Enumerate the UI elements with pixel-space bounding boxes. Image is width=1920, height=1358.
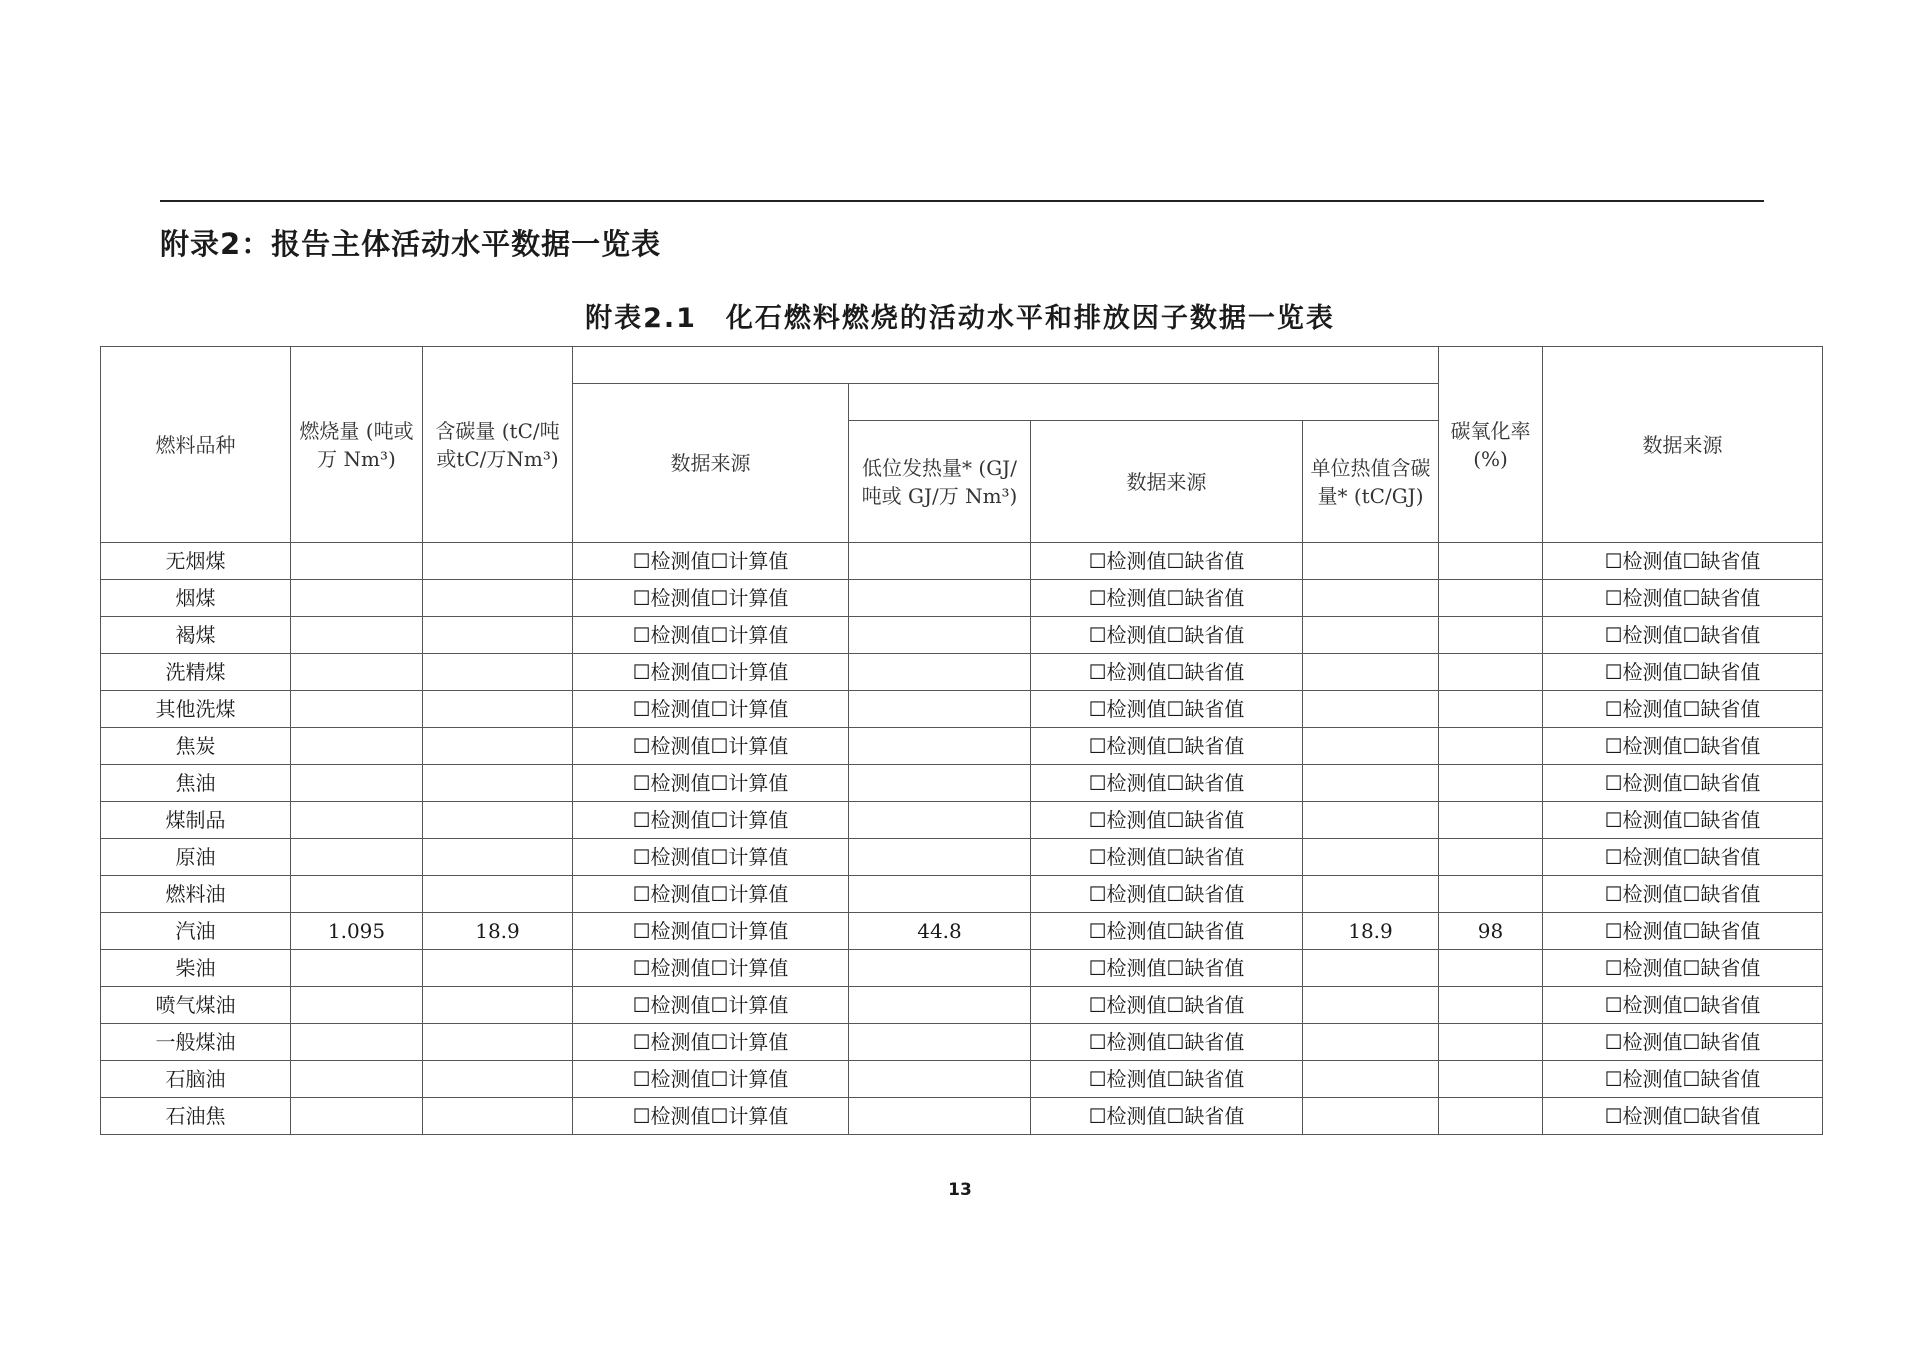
consumption-cell [291,765,423,802]
ncv-cell [849,839,1031,876]
data-source-1-checkbox-group[interactable]: ☐检测值☐计算值 [573,580,849,617]
carbon-per-heat-cell [1303,1024,1439,1061]
data-source-2-checkbox-group[interactable]: ☐检测值☐缺省值 [1031,728,1303,765]
data-source-1-checkbox-group[interactable]: ☐检测值☐计算值 [573,1061,849,1098]
consumption-cell [291,617,423,654]
data-source-1-checkbox-group[interactable]: ☐检测值☐计算值 [573,728,849,765]
data-source-1-checkbox-group[interactable]: ☐检测值☐计算值 [573,950,849,987]
oxidation-rate-cell [1439,691,1543,728]
table-row [101,876,1823,913]
carbon-per-heat-cell [1303,876,1439,913]
data-source-3-checkbox-group[interactable]: ☐检测值☐缺省值 [1543,765,1823,802]
carbon-content-cell [423,654,573,691]
header-spacer-mid [849,384,1439,421]
data-source-2-checkbox-group[interactable]: ☐检测值☐缺省值 [1031,765,1303,802]
oxidation-rate-cell [1439,839,1543,876]
data-source-2-checkbox-group[interactable]: ☐检测值☐缺省值 [1031,580,1303,617]
header-data-source-3: 数据来源 [1543,347,1823,543]
ncv-cell [849,987,1031,1024]
oxidation-rate-cell [1439,950,1543,987]
data-source-2-checkbox-group[interactable]: ☐检测值☐缺省值 [1031,802,1303,839]
data-source-1-checkbox-group[interactable]: ☐检测值☐计算值 [573,876,849,913]
header-rule [160,200,1764,202]
carbon-content-cell [423,580,573,617]
carbon-content-cell [423,876,573,913]
carbon-per-heat-cell [1303,987,1439,1024]
data-source-3-checkbox-group[interactable]: ☐检测值☐缺省值 [1543,987,1823,1024]
data-source-1-checkbox-group[interactable]: ☐检测值☐计算值 [573,839,849,876]
table-row [101,1024,1823,1061]
table-row [101,543,1823,580]
consumption-cell [291,543,423,580]
consumption-cell [291,802,423,839]
table-row [101,913,1823,950]
data-source-3-checkbox-group[interactable]: ☐检测值☐缺省值 [1543,839,1823,876]
data-source-3-checkbox-group[interactable]: ☐检测值☐缺省值 [1543,580,1823,617]
ncv-cell [849,802,1031,839]
fuel-name-cell: 燃料油 [101,876,291,913]
data-source-3-checkbox-group[interactable]: ☐检测值☐缺省值 [1543,654,1823,691]
data-source-3-checkbox-group[interactable]: ☐检测值☐缺省值 [1543,913,1823,950]
data-source-2-checkbox-group[interactable]: ☐检测值☐缺省值 [1031,913,1303,950]
carbon-content-cell [423,1024,573,1061]
carbon-content-cell: 18.9 [423,913,573,950]
oxidation-rate-cell [1439,802,1543,839]
ncv-cell [849,1061,1031,1098]
consumption-cell [291,580,423,617]
fuel-name-cell: 柴油 [101,950,291,987]
page-number: 13 [948,1180,972,1200]
carbon-content-cell [423,1061,573,1098]
carbon-per-heat-cell [1303,543,1439,580]
carbon-per-heat-cell [1303,1061,1439,1098]
oxidation-rate-cell [1439,1024,1543,1061]
oxidation-rate-cell [1439,617,1543,654]
ncv-cell [849,765,1031,802]
carbon-content-cell [423,987,573,1024]
carbon-per-heat-cell [1303,691,1439,728]
ncv-cell [849,1098,1031,1135]
data-source-3-checkbox-group[interactable]: ☐检测值☐缺省值 [1543,802,1823,839]
carbon-content-cell [423,728,573,765]
ncv-cell: 44.8 [849,913,1031,950]
fuel-name-cell: 洗精煤 [101,654,291,691]
data-source-2-checkbox-group[interactable]: ☐检测值☐缺省值 [1031,839,1303,876]
oxidation-rate-cell [1439,654,1543,691]
fuel-combustion-table [100,346,1823,1135]
table-row [101,839,1823,876]
data-source-3-checkbox-group[interactable]: ☐检测值☐缺省值 [1543,1024,1823,1061]
fuel-name-cell: 煤制品 [101,802,291,839]
table-row [101,1061,1823,1098]
table-row [101,987,1823,1024]
consumption-cell: 1.095 [291,913,423,950]
carbon-per-heat-cell [1303,728,1439,765]
carbon-content-cell [423,802,573,839]
header-consumption: 燃烧量 (吨或万 Nm³) [291,347,423,543]
data-source-2-checkbox-group[interactable]: ☐检测值☐缺省值 [1031,617,1303,654]
ncv-cell [849,543,1031,580]
oxidation-rate-cell [1439,728,1543,765]
oxidation-rate-cell: 98 [1439,913,1543,950]
table-row [101,691,1823,728]
table-row [101,802,1823,839]
fuel-name-cell: 褐煤 [101,617,291,654]
ncv-cell [849,950,1031,987]
header-ncv: 低位发热量* (GJ/吨或 GJ/万 Nm³) [849,421,1031,543]
data-source-1-checkbox-group[interactable]: ☐检测值☐计算值 [573,802,849,839]
carbon-content-cell [423,765,573,802]
carbon-per-heat-cell [1303,765,1439,802]
appendix-title: 附录2：报告主体活动水平数据一览表 [160,227,662,261]
carbon-per-heat-cell: 18.9 [1303,913,1439,950]
table-title: 附表2.1 化石燃料燃烧的活动水平和排放因子数据一览表 [585,303,1335,334]
fuel-name-cell: 一般煤油 [101,1024,291,1061]
carbon-content-cell [423,691,573,728]
data-source-3-checkbox-group[interactable]: ☐检测值☐缺省值 [1543,728,1823,765]
fuel-name-cell: 喷气煤油 [101,987,291,1024]
header-carbon-per-heat: 单位热值含碳量* (tC/GJ) [1303,421,1439,543]
oxidation-rate-cell [1439,580,1543,617]
table-row [101,765,1823,802]
oxidation-rate-cell [1439,987,1543,1024]
fuel-name-cell: 焦油 [101,765,291,802]
oxidation-rate-cell [1439,1061,1543,1098]
carbon-per-heat-cell [1303,617,1439,654]
fuel-name-cell: 烟煤 [101,580,291,617]
data-source-3-checkbox-group[interactable]: ☐检测值☐缺省值 [1543,691,1823,728]
data-source-2-checkbox-group[interactable]: ☐检测值☐缺省值 [1031,1024,1303,1061]
carbon-content-cell [423,950,573,987]
table-row [101,950,1823,987]
header-data-source-1: 数据来源 [573,384,849,543]
data-source-2-checkbox-group[interactable]: ☐检测值☐缺省值 [1031,1098,1303,1135]
carbon-per-heat-cell [1303,580,1439,617]
carbon-content-cell [423,1098,573,1135]
data-source-1-checkbox-group[interactable]: ☐检测值☐计算值 [573,913,849,950]
carbon-content-cell [423,617,573,654]
oxidation-rate-cell [1439,543,1543,580]
header-oxidation-rate: 碳氧化率 (%) [1439,347,1543,543]
header-carbon-content: 含碳量 (tC/吨或tC/万Nm³) [423,347,573,543]
data-source-3-checkbox-group[interactable]: ☐检测值☐缺省值 [1543,876,1823,913]
table-row [101,580,1823,617]
data-source-1-checkbox-group[interactable]: ☐检测值☐计算值 [573,1024,849,1061]
ncv-cell [849,691,1031,728]
data-source-3-checkbox-group[interactable]: ☐检测值☐缺省值 [1543,617,1823,654]
data-source-1-checkbox-group[interactable]: ☐检测值☐计算值 [573,617,849,654]
oxidation-rate-cell [1439,1098,1543,1135]
consumption-cell [291,950,423,987]
ncv-cell [849,617,1031,654]
data-source-3-checkbox-group[interactable]: ☐检测值☐缺省值 [1543,1061,1823,1098]
fuel-name-cell: 其他洗煤 [101,691,291,728]
consumption-cell [291,987,423,1024]
data-source-1-checkbox-group[interactable]: ☐检测值☐计算值 [573,654,849,691]
data-source-1-checkbox-group[interactable]: ☐检测值☐计算值 [573,543,849,580]
table-row [101,654,1823,691]
fuel-name-cell: 汽油 [101,913,291,950]
carbon-content-cell [423,839,573,876]
ncv-cell [849,1024,1031,1061]
fuel-name-cell: 原油 [101,839,291,876]
data-source-2-checkbox-group[interactable]: ☐检测值☐缺省值 [1031,654,1303,691]
fuel-name-cell: 无烟煤 [101,543,291,580]
fuel-name-cell: 焦炭 [101,728,291,765]
data-source-2-checkbox-group[interactable]: ☐检测值☐缺省值 [1031,1061,1303,1098]
carbon-per-heat-cell [1303,839,1439,876]
data-source-2-checkbox-group[interactable]: ☐检测值☐缺省值 [1031,950,1303,987]
consumption-cell [291,691,423,728]
consumption-cell [291,1024,423,1061]
data-source-1-checkbox-group[interactable]: ☐检测值☐计算值 [573,691,849,728]
consumption-cell [291,1098,423,1135]
fuel-name-cell: 石油焦 [101,1098,291,1135]
data-source-3-checkbox-group[interactable]: ☐检测值☐缺省值 [1543,950,1823,987]
carbon-per-heat-cell [1303,654,1439,691]
data-source-3-checkbox-group[interactable]: ☐检测值☐缺省值 [1543,1098,1823,1135]
oxidation-rate-cell [1439,876,1543,913]
carbon-per-heat-cell [1303,802,1439,839]
header-fuel-type: 燃料品种 [101,347,291,543]
consumption-cell [291,1061,423,1098]
carbon-per-heat-cell [1303,950,1439,987]
header-data-source-2: 数据来源 [1031,421,1303,543]
consumption-cell [291,728,423,765]
oxidation-rate-cell [1439,765,1543,802]
data-source-2-checkbox-group[interactable]: ☐检测值☐缺省值 [1031,876,1303,913]
data-source-1-checkbox-group[interactable]: ☐检测值☐计算值 [573,765,849,802]
carbon-per-heat-cell [1303,1098,1439,1135]
data-source-2-checkbox-group[interactable]: ☐检测值☐缺省值 [1031,543,1303,580]
ncv-cell [849,580,1031,617]
table-row [101,1098,1823,1135]
ncv-cell [849,728,1031,765]
ncv-cell [849,876,1031,913]
carbon-content-cell [423,543,573,580]
data-source-2-checkbox-group[interactable]: ☐检测值☐缺省值 [1031,691,1303,728]
data-source-1-checkbox-group[interactable]: ☐检测值☐计算值 [573,1098,849,1135]
consumption-cell [291,839,423,876]
table-row [101,617,1823,654]
data-source-2-checkbox-group[interactable]: ☐检测值☐缺省值 [1031,987,1303,1024]
consumption-cell [291,876,423,913]
fuel-name-cell: 石脑油 [101,1061,291,1098]
data-source-1-checkbox-group[interactable]: ☐检测值☐计算值 [573,987,849,1024]
ncv-cell [849,654,1031,691]
table-row [101,728,1823,765]
header-spacer-top [573,347,1439,384]
consumption-cell [291,654,423,691]
data-source-3-checkbox-group[interactable]: ☐检测值☐缺省值 [1543,543,1823,580]
